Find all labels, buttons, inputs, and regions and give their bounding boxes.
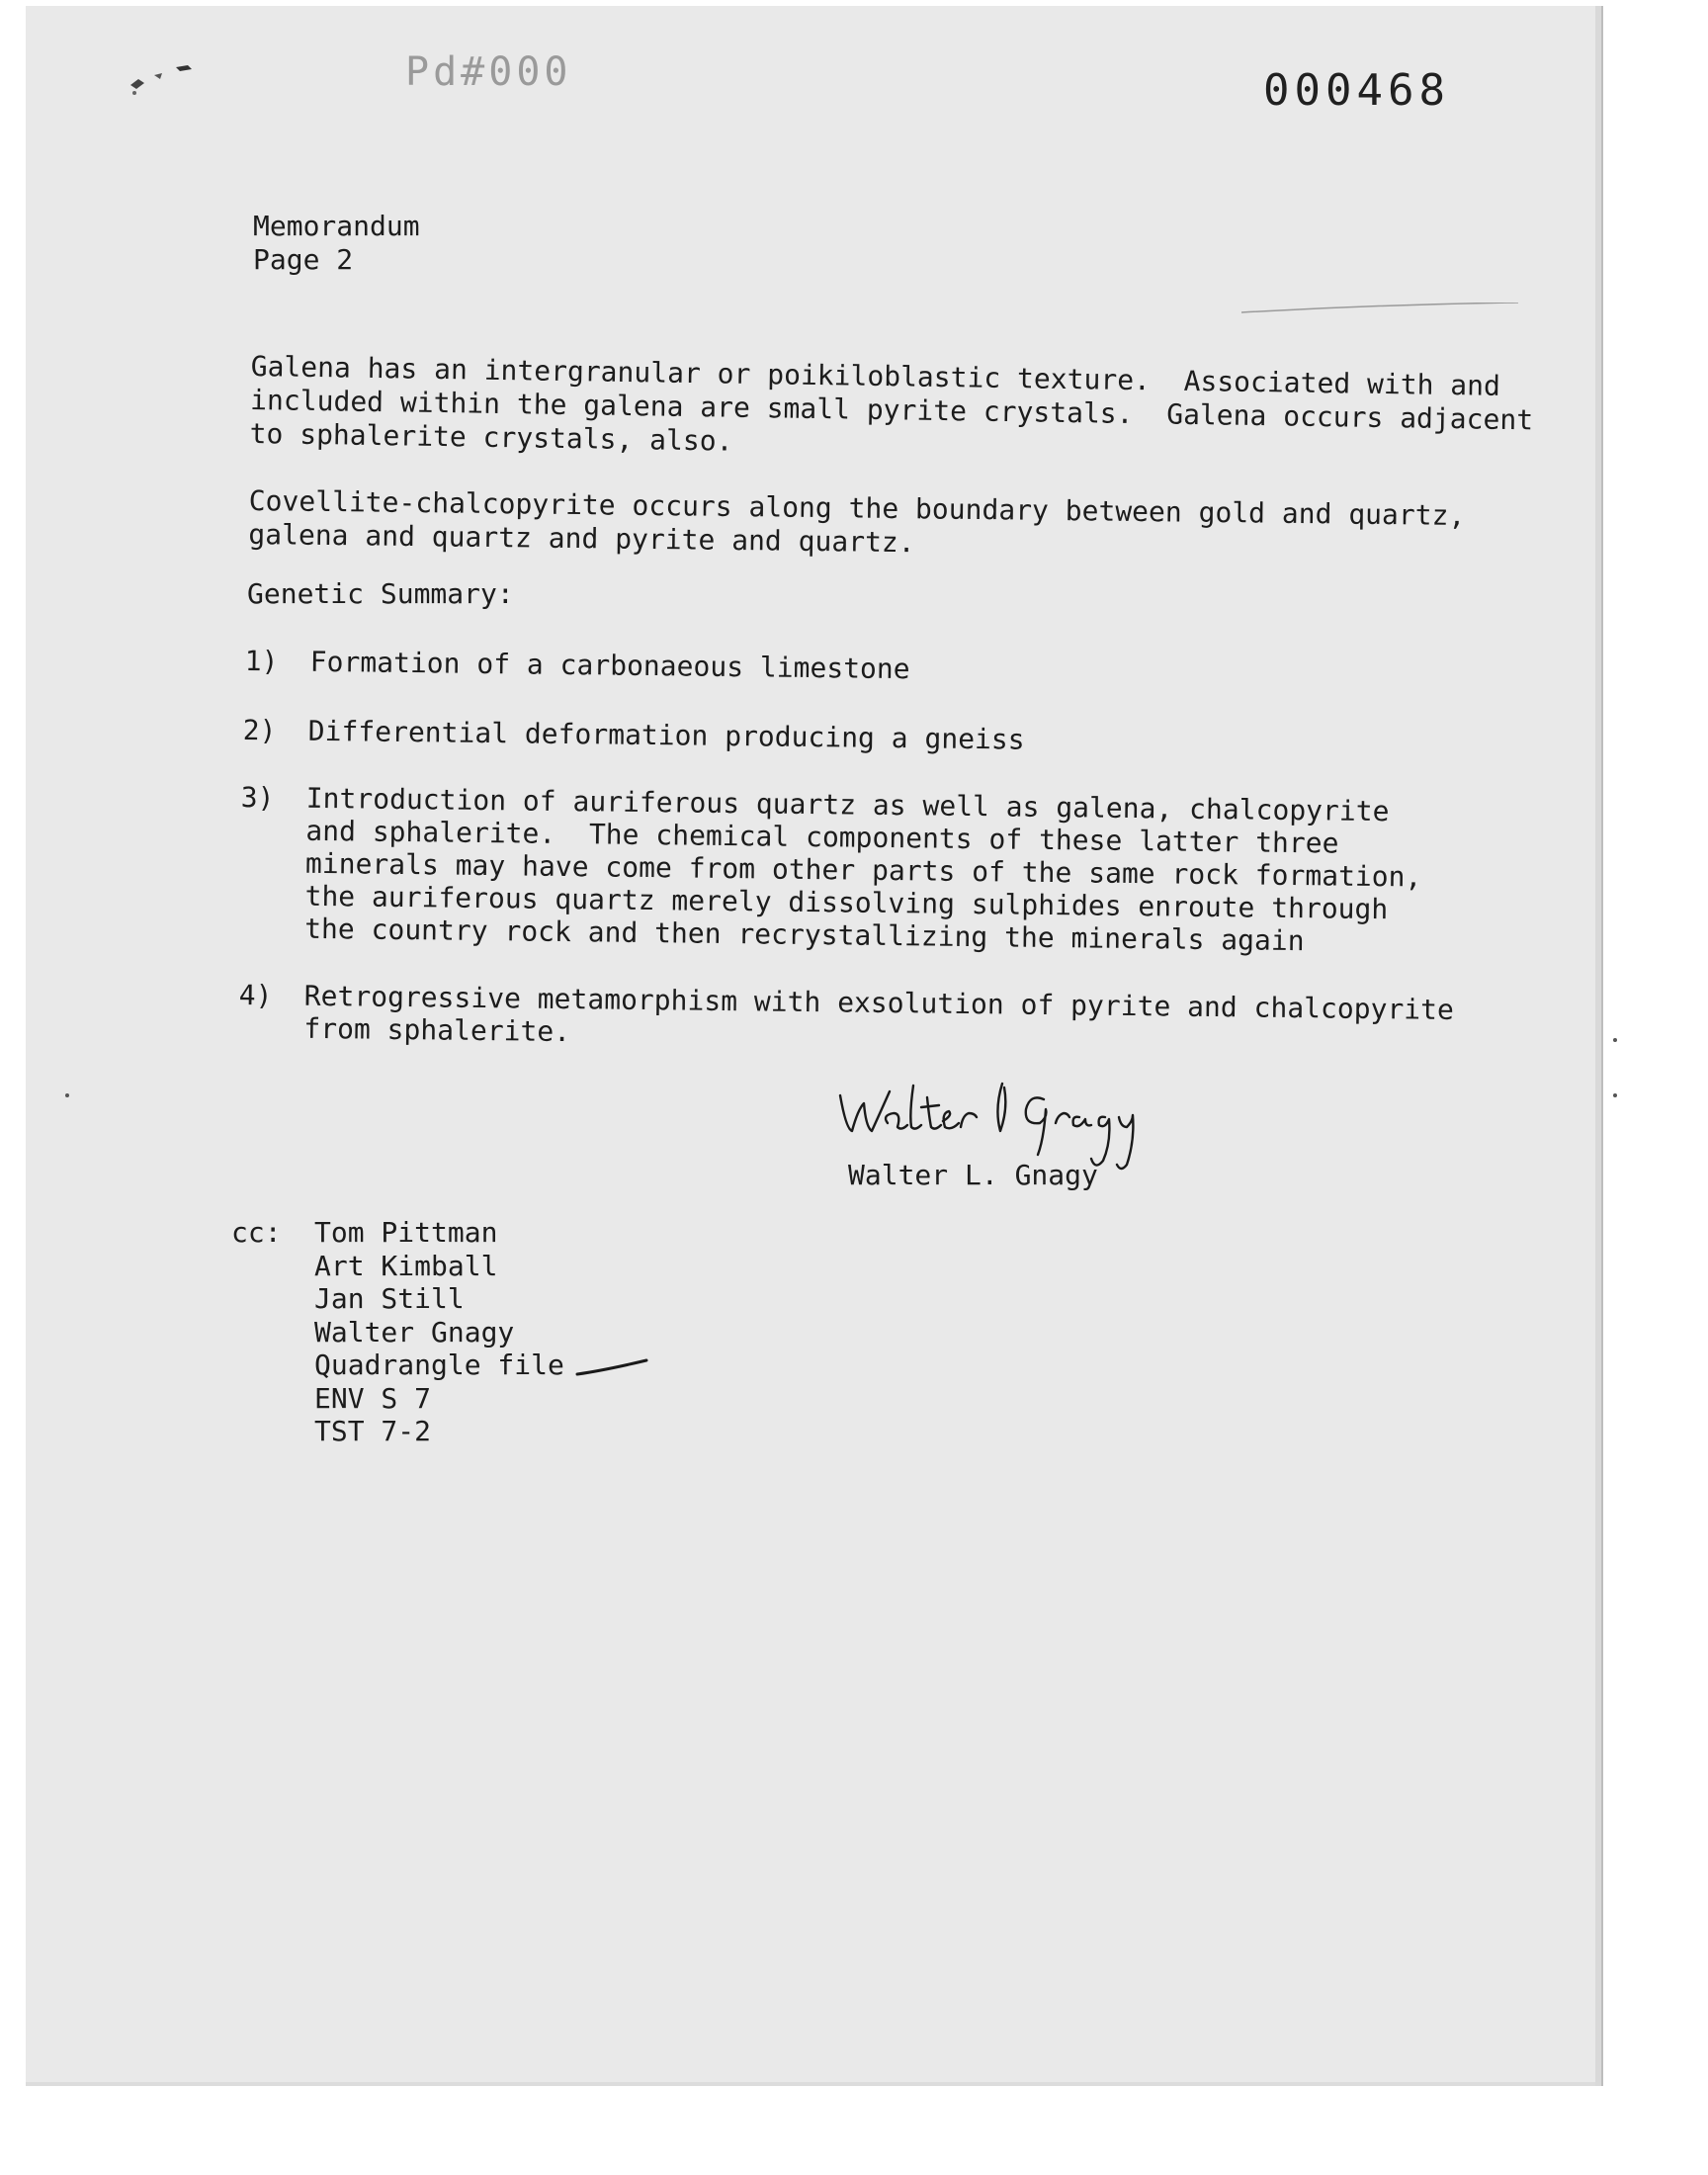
summary-item-text: Introduction of auriferous quartz as well as galena, chalcopyrite and sphalerite. The chemical components of these latter three minerals may have come from other parts of the same rock formation, the auriferous quartz merely dissolving sulphides enroute through the country rock and then recrystallizing the minerals again (303, 781, 1422, 958)
corner-smudge-mark (125, 57, 214, 97)
paragraph-galena: Galena has an intergranular or poikiloblastic texture. Associated with and included within the galena are small pyrite crystals. Galena occurs adjacent to sphalerite crystals, also. (249, 350, 1534, 458)
memo-page-label: Page 2 (253, 243, 354, 276)
summary-item-number: 4) (238, 979, 273, 1012)
summary-item-text: Retrogressive metamorphism with exsolution of pyrite and chalcopyrite from sphalerite. (303, 979, 1455, 1049)
handwritten-check-mark (575, 1356, 648, 1380)
summary-item-number: 3) (240, 781, 275, 815)
list-item: TST 7-2 (314, 1415, 432, 1447)
summary-item-text: Formation of a carbonaeous limestone (309, 645, 910, 686)
summary-item-number: 1) (244, 645, 279, 678)
memo-title: Memorandum (253, 210, 420, 242)
paragraph-covellite: Covellite-chalcopyrite occurs along the boundary between gold and quartz, galena and quartz and pyrite and quartz. (248, 484, 1466, 560)
scan-speck (1613, 1038, 1617, 1042)
cc-recipient-list (314, 1216, 564, 1448)
memo-header (253, 210, 420, 277)
summary-item-number: 2) (242, 714, 277, 747)
cc-label: cc: (231, 1216, 282, 1249)
list-item: Walter Gnagy (314, 1315, 515, 1348)
bates-page-number: 000468 (1263, 65, 1450, 116)
list-item: ENV S 7 (314, 1381, 432, 1415)
faint-document-code: Pd#000 (405, 49, 572, 95)
document-page (26, 6, 1603, 2086)
genetic-summary-heading: Genetic Summary: (247, 577, 514, 610)
faint-rule-line (1241, 303, 1518, 314)
scan-speck (1613, 1093, 1617, 1097)
typed-signature-name: Walter L. Gnagy (848, 1159, 1098, 1191)
list-item: Tom Pittman (314, 1216, 498, 1249)
scan-speck (65, 1093, 69, 1097)
list-item: Jan Still (314, 1282, 465, 1315)
summary-item-text: Differential deformation producing a gneiss (307, 714, 1025, 756)
list-item: Art Kimball (314, 1249, 498, 1282)
list-item: Quadrangle file (314, 1348, 564, 1381)
